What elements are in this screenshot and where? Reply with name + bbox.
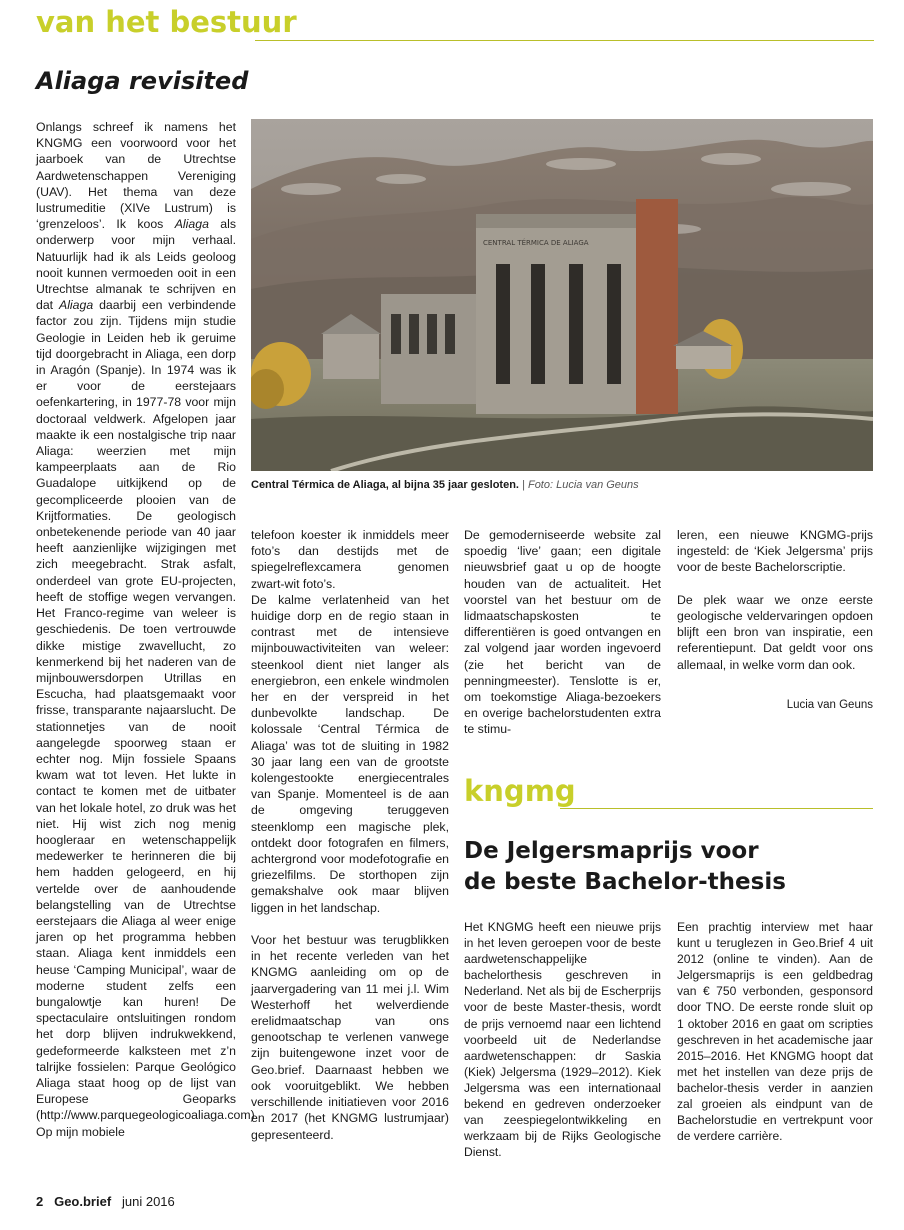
article-paragraph — [36, 119, 259, 1140]
article-column-1 — [36, 119, 259, 1140]
text-run: daarbij een verbindende factor zou zijn. Tijdens mijn studie Geologie in Leiden heb ik geruime tijd doorgebracht in Aliaga, een dorp in Aragón (Spanje). In 1974 was ik er voor de eerstejaars oefenkartering, in 1977-78 voor mijn doctoraal veldwerk. Afgelopen jaar maakte ik een nostalgische trip naar Aliaga: weerzien met mijn kampeerplaats aan de Rio Guadalope uitkijkend op de gecompliceerde plooien van de Krijtformaties. De geologisch onbetekenende periode van 40 jaar heeft aanzienlijke wijzigingen met zich meegebracht. Strak asfalt, onderdeel van grote EU-projecten, heeft de stoffige wegen vervangen. Het Franco-regime van weleer is geschiedenis. De toen vertrouwde dikke mistige zwavellucht, zo kenmerkend bij het naderen van de mijnbouwersdorpen Utrillas en Escucha, had plaatsgemaakt voor frisse, transparante najaarslucht. De stationnetjes van de nooit aangelegde spoorweg staan er echter nog. Mijn fossiele Spaans kwam wat tot leven. Het lukte in contact te komen met de uitbater van het lokale hotel, zo druk was het niet. Hij wist zich nog menig hoogleraar en wetenschappelijk medewerker te herinneren die bij hem hadden gelogeerd, en hij vertelde over de aanhoudende belangstelling van de Utrechtse eerstejaars die Aliaga al weer enige jaren op het programma hebben staan. Aliaga kent inmiddels een heuse ‘Camping Municipal’, waar de moderne student zelfs een bungalowtje kan huren! De spectaculaire ontsluitingen rondom het dorp blijven indrukwekkend, gedeformeerde kalksteen met z’n talrijke fossielen: Parque Geológico Aliaga staat hoog op de lijst van Europese Geoparks (http://www.parquegeologicoaliaga.com). Op mijn mobiele — [36, 298, 259, 1139]
article-2-column-2 — [677, 919, 873, 1144]
text-run-italic: Aliaga — [59, 298, 94, 313]
article-paragraph: Een prachtig interview met haar kunt u teruglezen in Geo.Brief 4 uit 2012 (online te vinden). Aan de Jelgersmaprijs is een geldbedrag van € 750 verbonden, gesponsord door TNO. De eerste ronde sluit op 1 oktober 2016 en gaat om scripties geschreven in het academische jaar 2015–2016. Het KNGMG hoopt dat met het instellen van deze prijs de bachelor-thesis verder in aanzien zal groeien als eindpunt van de Bachelorstudie en vertrekpunt voor de verdere carrière. — [677, 920, 873, 1144]
article-paragraph: Voor het bestuur was terugblikken in het recente verleden van het KNGMG aanleiding om op de jaarvergadering van 11 mei j.l. Wim Westerhoff het welverdiende erelidmaatschap van ons genootschap te verlenen vanwege zijn buitengewone inzet voor de Geo.brief. Daarnaast hebben we ook vooruitgeblikt. We hebben verschillende initiatieven voor 2016 en 2017 (het KNGMG lustrumjaar) gepresenteerd. — [251, 933, 449, 1142]
article-title: Aliaga revisited — [36, 67, 249, 95]
article-paragraph: De plek waar we onze eerste geologische veldervaringen opdoen blijft een bron van inspiratie, een referentiepunt. Dat geldt voor ons allemaal, in welke vorm dan ook. — [677, 592, 873, 672]
section-heading-kngmg: kngmg — [464, 774, 576, 808]
page-footer — [36, 1194, 175, 1209]
page-number: 2 — [36, 1194, 44, 1209]
article-column-2 — [251, 527, 449, 1143]
article-paragraph: leren, een nieuwe KNGMG-prijs ingesteld: de ‘Kiek Jelgersma’ prijs voor de beste Bachelorscriptie. — [677, 528, 873, 575]
section-rule — [255, 40, 874, 41]
text-run: als onderwerp voor mijn verhaal. Natuurlijk had ik als Leids geoloog nooit kunnen vermoeden ooit in een Utrechtse almanak te schrijven en dat — [36, 217, 237, 313]
caption-text: Central Térmica de Aliaga, al bijna 35 jaar gesloten. — [251, 479, 519, 491]
caption-separator: | — [522, 479, 525, 491]
section-rule — [560, 808, 873, 809]
issue-date: juni 2016 — [122, 1194, 175, 1209]
article-column-4 — [677, 527, 873, 673]
article-paragraph: Het KNGMG heeft een nieuwe prijs in het leven geroepen voor de beste aardwetenschappelijke bachelorthesis geschreven in Nederland. Net als bij de Escherprijs voor de beste Master-thesis, wordt de prijs vernoemd naar een lichtend voorbeeld uit de Nederlandse aardwetenschappen: dr Saskia (Kiek) Jelgersma (1929–2012). Kiek Jelgersma was een internationaal bekend en gedreven onderzoeker van zeespiegelontwikkeling en werkzaam bij de Rijks Geologische Dienst. — [464, 920, 661, 1160]
title-line: de beste Bachelor-thesis — [464, 869, 786, 895]
article-2-column-1 — [464, 919, 661, 1160]
magazine-name: Geo.brief — [54, 1194, 112, 1209]
article-paragraph: telefoon koester ik inmiddels meer foto’s dan destijds met de spiegelreflexcamera genomen zwart-wit foto’s. — [251, 528, 449, 591]
building-sign: CENTRAL TÉRMICA DE ALIAGA — [483, 239, 589, 247]
section-heading: van het bestuur — [36, 5, 297, 39]
photo-credit: Foto: Lucia van Geuns — [527, 479, 639, 491]
article-paragraph: De gemoderniseerde website zal spoedig ‘live’ gaan; een digitale nieuwsbrief gaat u op de hoogte houden van de actualiteit. Het voorstel van het bestuur om de lidmaatschapskosten te differentiëren is goed ontvangen en zal volgend jaar worden ingevoerd (zie het bericht van de penningmeester). Tenslotte is er, om toekomstige Aliaga-bezoekers en overige bachelorstudenten extra te stimu- — [464, 528, 661, 737]
author-signature: Lucia van Geuns — [786, 699, 873, 711]
text-run: Onlangs schreef ik namens het KNGMG een voorwoord voor het jaarboek van de Utrechtse Aardwetenschappen Vereniging (UAV). Het thema van deze lustrumeditie (XIVe Lustrum) is ‘grenzeloos’. Ik koos — [36, 120, 236, 232]
photo-caption — [251, 479, 639, 491]
article-2-title — [464, 836, 786, 898]
title-line: De Jelgersmaprijs voor — [464, 838, 759, 864]
article-column-3 — [464, 527, 661, 738]
article-paragraph: De kalme verlatenheid van het huidige dorp en de regio staan in contrast met de intensieve mijnbouwactiviteiten van weleer: steenkool dient niet langer als energiebron, een enkele windmolen her en der verspreid in het dunbevolkte landschap. De kolossale ‘Central Térmica de Aliaga’ was tot de sluiting in 1982 30 jaar lang een van de grootste kolengestookte energiecentrales van Spanje. Momenteel is de aan de omgeving teruggeven steenklomp een magische plek, ontdekt door fotografen en filmers, achtergrond voor modefotografie en griezelfilms. De storthopen zijn gemakshalve ook maar blijven liggen in het landschap. — [251, 592, 449, 915]
text-run-italic: Aliaga — [174, 217, 209, 232]
power-station-photo — [251, 119, 873, 471]
